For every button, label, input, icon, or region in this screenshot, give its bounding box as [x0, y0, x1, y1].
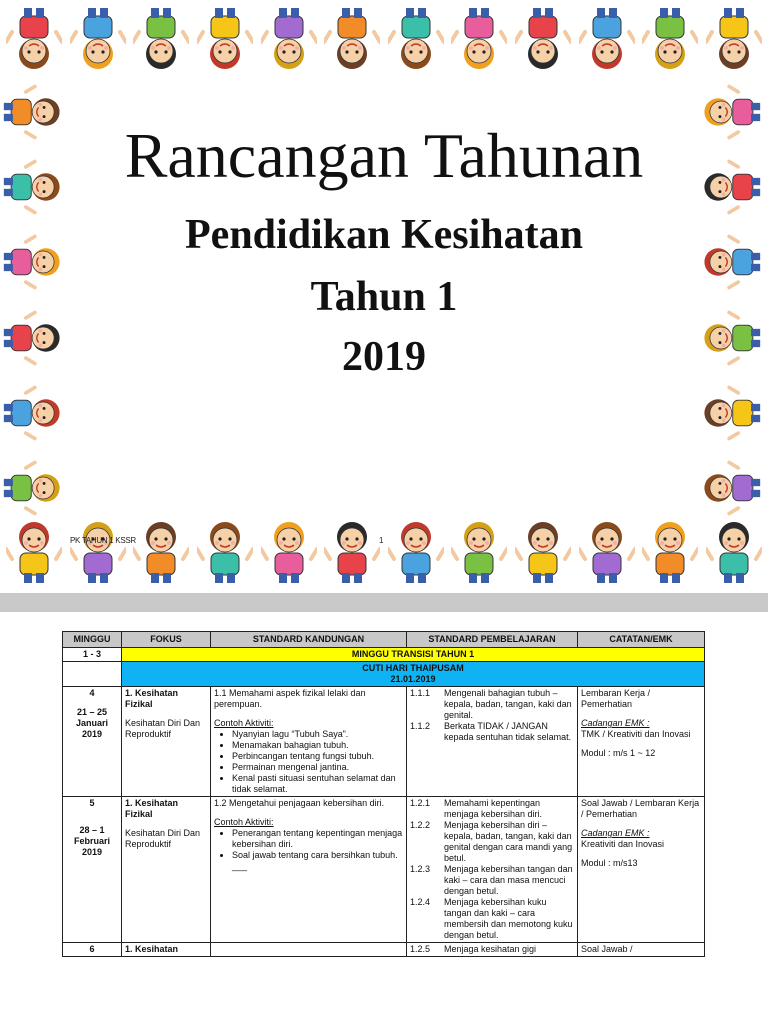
emk-text: Kreativiti dan Inovasi: [581, 839, 665, 849]
sp-number: 1.2.1: [410, 798, 431, 808]
activity-heading: Contoh Aktiviti:: [214, 718, 274, 728]
kid-illustration: [133, 515, 189, 585]
kid-illustration: [702, 456, 758, 520]
kid-illustration: [324, 6, 380, 76]
holiday-name: CUTI HARI THAIPUSAM: [362, 663, 464, 673]
kid-illustration: [702, 381, 758, 445]
modul-text: Modul : m/s 1 ~ 12: [581, 748, 656, 758]
cover-subject: Pendidikan Kesihatan: [185, 212, 583, 258]
emk-label: Cadangan EMK :: [581, 718, 650, 728]
activity-list: [214, 729, 403, 795]
sp-text: Mengenali bahagian tubuh – kepala, badan, tangan, kaki dan genital.: [444, 688, 572, 720]
sp-number: 1.2.5: [410, 944, 431, 954]
kid-illustration: [579, 6, 635, 76]
kid-illustration: [197, 6, 253, 76]
sp-item: [410, 864, 574, 897]
standard-pembelajaran-cell: [407, 687, 578, 797]
page-number: 1: [379, 536, 384, 545]
sk-text: 1.2 Mengetahui penjagaan kebersihan diri.: [214, 798, 385, 808]
sp-item: [410, 798, 574, 820]
header-fokus: FOKUS: [122, 632, 211, 648]
header-standard-kandungan: STANDARD KANDUNGAN: [211, 632, 407, 648]
emk-text: TMK / Kreativiti dan Inovasi: [581, 729, 691, 739]
kid-illustration: [642, 515, 698, 585]
table-row-holiday: [63, 662, 705, 687]
focus-cell: [122, 797, 211, 943]
kid-illustration: [579, 515, 635, 585]
sp-number: 1.2.4: [410, 897, 431, 907]
kid-illustration: [706, 515, 762, 585]
footer-code: PK TAHUN 1 KSSR: [70, 536, 136, 545]
focus-title: 1. Kesihatan Fizikal: [125, 798, 179, 819]
standard-pembelajaran-cell: [407, 797, 578, 943]
sp-item: [410, 721, 574, 743]
week-date: 28 – 1 Februari 2019: [73, 825, 110, 857]
sp-number: 1.1.1: [410, 688, 431, 698]
cover-grade: Tahun 1: [310, 274, 458, 320]
table-row: [63, 687, 705, 797]
yearly-plan-table: [62, 631, 705, 957]
kid-illustration: [70, 6, 126, 76]
emk-label: Cadangan EMK :: [581, 828, 650, 838]
kid-illustration: [642, 6, 698, 76]
kids-border-bottom: [6, 515, 762, 593]
header-minggu: MINGGU: [63, 632, 122, 648]
activity-list: [214, 828, 403, 872]
sp-item: [410, 820, 574, 864]
kid-illustration: [6, 515, 62, 585]
kid-illustration: [515, 515, 571, 585]
standard-kandungan-cell: [211, 943, 407, 957]
sp-text: Menjaga kesihatan gigi: [444, 944, 537, 954]
week-cell: [63, 687, 122, 797]
focus-sub: Kesihatan Diri Dan Reproduktif: [125, 718, 201, 739]
focus-title: 1. Kesihatan: [122, 943, 211, 957]
sp-text: Memahami kepentingan menjaga kebersihan diri.: [444, 798, 543, 819]
table-row: [63, 943, 705, 957]
table-row: [63, 797, 705, 943]
focus-sub: Kesihatan Diri Dan Reproduktif: [125, 828, 201, 849]
week-number: 6: [63, 943, 122, 957]
activity-heading: Contoh Aktiviti:: [214, 817, 274, 827]
list-item: • Menamakan bahagian tubuh.: [232, 740, 403, 751]
holiday-week-cell: [63, 662, 122, 687]
table-page: [0, 612, 768, 1024]
sp-text: Menjaga kebersihan diri – kepala, badan, tangan, kaki dan genital dengan cara mandi yang betul.: [444, 820, 573, 863]
kid-illustration: [324, 515, 380, 585]
catatan-cell: [578, 687, 705, 797]
week-number: 4: [89, 688, 95, 698]
list-item: • Permainan mengenal jantina.: [232, 762, 403, 773]
cover-title: Rancangan Tahunan: [124, 120, 644, 191]
kid-illustration: [261, 515, 317, 585]
assessment-note: Soal Jawab / Lembaran Kerja / Pemerhatian: [581, 798, 700, 819]
sp-text: Berkata TIDAK / JANGAN kepada sentuhan tidak selamat.: [444, 721, 572, 742]
sp-number: 1.2.3: [410, 864, 431, 874]
week-cell: [63, 797, 122, 943]
header-standard-pembelajaran: STANDARD PEMBELAJARAN: [407, 632, 578, 648]
kid-illustration: [451, 515, 507, 585]
week-number: 5: [89, 798, 95, 808]
kids-border-top: [6, 6, 762, 86]
focus-title: 1. Kesihatan Fizikal: [125, 688, 179, 709]
modul-text: Modul : m/s13: [581, 858, 638, 868]
catatan-cell: [578, 797, 705, 943]
header-catatan: CATATAN/EMK: [578, 632, 705, 648]
sp-text: Menjaga kebersihan tangan dan kaki – cara dan masa mencuci dengan betul.: [444, 864, 573, 896]
kid-illustration: [261, 6, 317, 76]
cover-year: 2019: [342, 334, 426, 380]
sp-text: Menjaga kebersihan kuku tangan dan kaki – cara membersih dan memotong kuku dengan betul.: [444, 897, 573, 940]
week-date: 21 – 25 Januari 2019: [75, 707, 108, 739]
kid-illustration: [388, 6, 444, 76]
sp-item: [410, 897, 574, 941]
standard-pembelajaran-cell: [407, 943, 578, 957]
list-item: • Penerangan tentang kepentingan menjaga kebersihan diri.: [232, 828, 403, 850]
kid-illustration: [706, 6, 762, 76]
holiday-date: 21.01.2019: [390, 674, 436, 684]
kid-illustration: [70, 515, 126, 585]
standard-kandungan-cell: [211, 797, 407, 943]
kid-illustration: [133, 6, 189, 76]
list-item: • Kenal pasti situasi sentuhan selamat dan tidak selamat.: [232, 773, 403, 795]
list-item: • Perbincangan tentang fungsi tubuh.: [232, 751, 403, 762]
focus-cell: [122, 687, 211, 797]
sp-number: 1.1.2: [410, 721, 431, 731]
table-header-row: [63, 632, 705, 648]
transition-week: 1 - 3: [63, 648, 122, 662]
list-item: • Nyanyian lagu “Tubuh Saya”.: [232, 729, 403, 740]
holiday-banner: [122, 662, 705, 687]
sp-item: [410, 944, 574, 955]
standard-kandungan-cell: [211, 687, 407, 797]
kid-illustration: [6, 6, 62, 76]
sk-text: 1.1 Memahami aspek fizikal lelaki dan perempuan.: [214, 688, 366, 709]
assessment-note: Lembaran Kerja / Pemerhatian: [581, 688, 651, 709]
sp-item: [410, 688, 574, 721]
sp-number: 1.2.2: [410, 820, 431, 830]
list-item: • Soal jawab tentang cara bersihkan tubuh. ___: [232, 850, 403, 872]
table-row-transition: [63, 648, 705, 662]
kid-illustration: [6, 456, 62, 520]
kid-illustration: [515, 6, 571, 76]
kid-illustration: [451, 6, 507, 76]
kid-illustration: [388, 515, 444, 585]
assessment-note: Soal Jawab /: [578, 943, 705, 957]
kid-illustration: [6, 381, 62, 445]
kid-illustration: [197, 515, 253, 585]
transition-label: MINGGU TRANSISI TAHUN 1: [122, 648, 705, 662]
